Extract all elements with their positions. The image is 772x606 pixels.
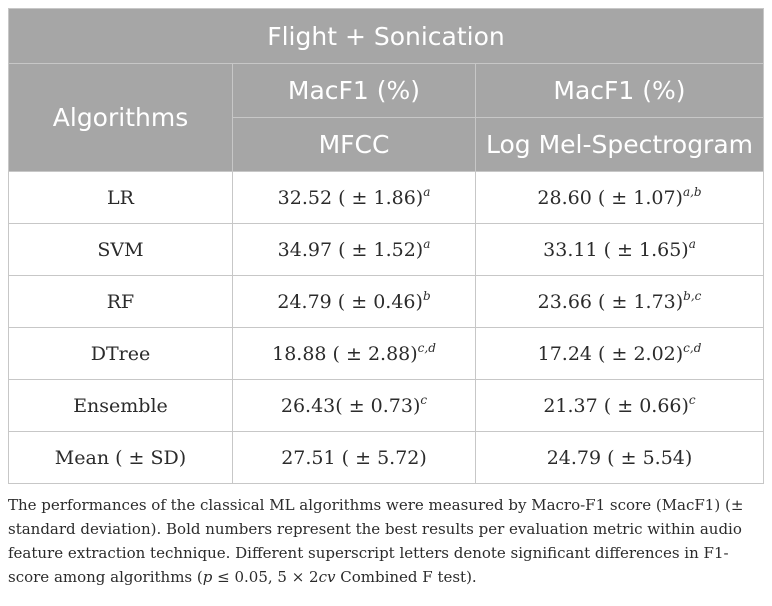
mfcc-cell: 18.88 ( ± 2.88)$^{c,d}$ bbox=[233, 328, 476, 380]
algorithm-cell: Mean ( ± SD) bbox=[9, 432, 233, 484]
algorithm-cell: SVM bbox=[9, 224, 233, 276]
logmel-cell: 21.37 ( ± 0.66)$^c$ bbox=[476, 380, 764, 432]
table-row bbox=[9, 172, 764, 224]
table-row bbox=[9, 276, 764, 328]
header-feature-mfcc: MFCC bbox=[233, 118, 476, 172]
logmel-cell: 23.66 ( ± 1.73)$^{b,c}$ bbox=[476, 276, 764, 328]
logmel-cell: 17.24 ( ± 2.02)$^{c,d}$ bbox=[476, 328, 764, 380]
mfcc-cell: 24.79 ( ± 0.46)$^b$ bbox=[233, 276, 476, 328]
header-metric-logmel: MacF1 (%) bbox=[476, 64, 764, 118]
header-metric-mfcc: MacF1 (%) bbox=[233, 64, 476, 118]
mfcc-cell: $26.43( \pm 0.73)^c$ bbox=[233, 380, 476, 432]
algorithm-cell: Ensemble bbox=[9, 380, 233, 432]
mfcc-cell: 34.97 ( ± 1.52)$^a$ bbox=[233, 224, 476, 276]
algorithm-cell: RF bbox=[9, 276, 233, 328]
mfcc-cell: 32.52 ( ± 1.86)$^a$ bbox=[233, 172, 476, 224]
table-footnote: The performances of the classical ML algorithms were measured by Macro-F1 score (MacF1) (± standard deviation). Bold numbers represent the best results per evaluation metric within audio feature extraction technique. Different superscript letters denote significant differences in F1-score among algorithms (p ≤ 0.05, 5 × 2cv Combined F test). bbox=[8, 496, 744, 586]
results-table bbox=[8, 8, 764, 484]
logmel-cell: 28.60 ( ± 1.07)$^{a,b}$ bbox=[476, 172, 764, 224]
table-row bbox=[9, 328, 764, 380]
table-row bbox=[9, 380, 764, 432]
table-title: Flight + Sonication bbox=[9, 9, 764, 64]
logmel-cell: 24.79 ( ± 5.54) bbox=[476, 432, 764, 484]
algorithm-cell: LR bbox=[9, 172, 233, 224]
table-row bbox=[9, 432, 764, 484]
header-feature-logmel: Log Mel-Spectrogram bbox=[476, 118, 764, 172]
header-algorithms: Algorithms bbox=[9, 64, 233, 172]
mfcc-cell: 27.51 ( ± 5.72) bbox=[233, 432, 476, 484]
algorithm-cell: DTree bbox=[9, 328, 233, 380]
table-row bbox=[9, 224, 764, 276]
logmel-cell: 33.11 ( ± 1.65)$^a$ bbox=[476, 224, 764, 276]
